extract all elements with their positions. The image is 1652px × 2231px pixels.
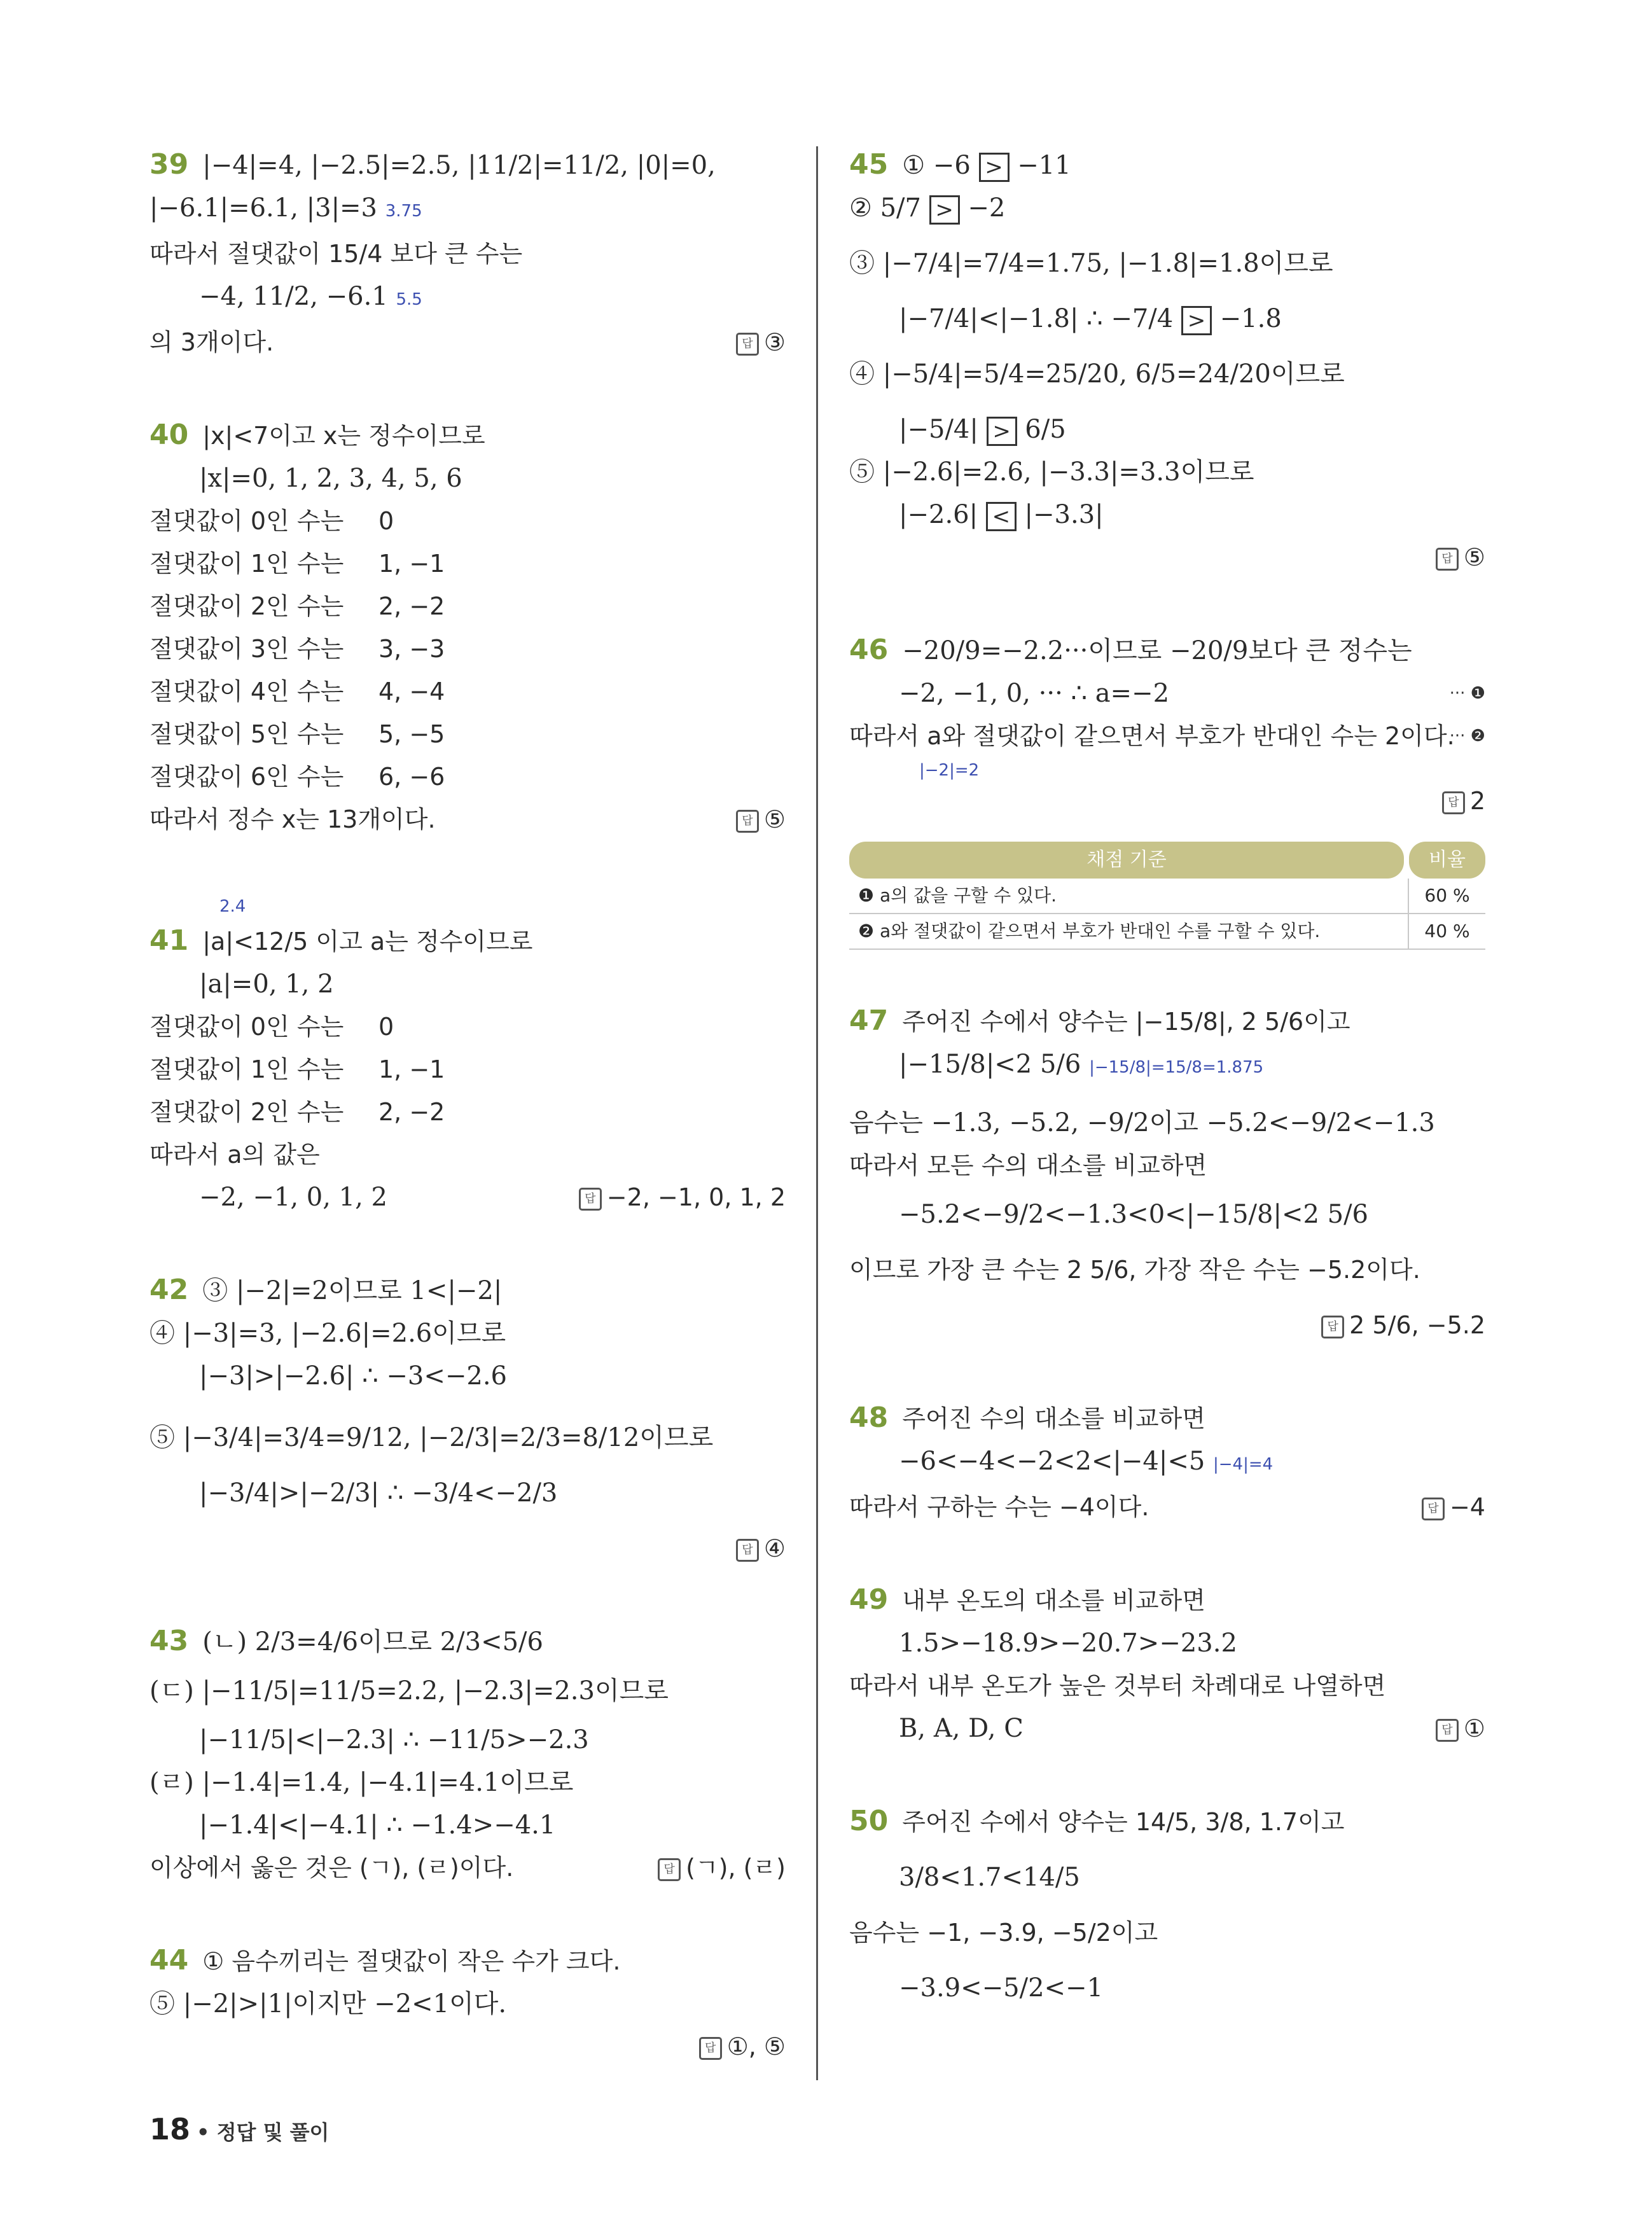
annotation-note: |−2|=2 [919,761,980,780]
problem-41: 2.4 41 |a|<12/5 이고 a는 정수이므로 |a|=0, 1, 2 절댓값이 0인 수는 0 절댓값이 1인 수는 1, −1 절댓값이 2인 수는 2, −2 따라서 a의 값은 −2, −1, 0, 1, 2 답 −2, −1, 0, 1, 2 [149,891,786,1219]
answer: 답 ④ [149,1527,786,1570]
page-footer [149,2112,329,2146]
right-column [849,143,1485,2059]
problem-39: 39 |−4|=4, |−2.5|=2.5, |11/2|=11/2, |0|=0, |−6.1|=6.1, |3|=3 3.75 따라서 절댓값이 15/4 보다 큰 수는 −4, 11/2, −6.1 5.5 의 3개이다. 답 ③ [149,143,786,364]
problem-49: 49 내부 온도의 대소를 비교하면 1.5>−18.9>−20.7>−23.2 따라서 내부 온도가 높은 것부터 차례대로 나열하면 B, A, D, C 답 ① [849,1578,1485,1750]
table-header: 비율 [1409,842,1485,879]
answer: 답 ① [1436,1707,1485,1750]
problem-number: 41 [149,924,189,957]
problem-number: 40 [149,419,189,451]
problem-45: 45 ① −6 > −11 ② 5/7 > −2 ③ |−7/4|=7/4=1.75, |−1.8|=1.8이므로 |−7/4|<|−1.8| ∴ −7/4 > −1.8 ④ |−5/4|=5/4=25/20, 6/5=24/20이므로 |−5/4| > 6/5 ⑤ |−2.6|=2.6, |−3.3|=3.3이므로 |−2.6| < |−3.3| 답 ⑤ [849,143,1485,579]
problem-48: 48 주어진 수의 대소를 비교하면 −6<−4<−2<2<|−4|<5 |−4|=4 따라서 구하는 수는 −4이다. 답 −4 [849,1396,1485,1529]
problem-42: 42 ③ |−2|=2이므로 1<|−2| ④ |−3|=3, |−2.6|=2.6이므로 |−3|>|−2.6| ∴ −3<−2.6 ⑤ |−3/4|=3/4=9/12, |−2/3|=2/3=8/12이므로 |−3/4|>|−2/3| ∴ −3/4<−2/3 답 ④ [149,1268,786,1570]
comparison-box: > [1181,306,1212,335]
answer-icon: 답 [699,2037,722,2060]
grading-table [849,842,1485,950]
answer: 답 ⑤ [849,536,1485,579]
annotation-note: |−4|=4 [1213,1455,1274,1474]
problem-number: 46 [849,634,889,666]
problem-number: 50 [849,1805,889,1837]
answer-icon: 답 [1321,1316,1344,1338]
step-marker: ❶ [858,885,875,906]
problem-46: 46 −20/9=−2.2···이므로 −20/9보다 큰 정수는 −2, −1, 0, ··· ∴ a=−2 ··· ❶ 따라서 a와 절댓값이 같으면서 부호가 반대인 수는 2이다. ··· ❷ |−2|=2 답 2 채점 기준 비율 ❶ a의 값을 구할 수 있다. 60 % ❷ a와 절댓값이 같으면서 부호가 반대인 수를 구할 수 있다. 40 % [849,629,1485,950]
problem-43: 43 (ㄴ) 2/3=4/6이므로 2/3<5/6 (ㄷ) |−11/5|=11/5=2.2, |−2.3|=2.3이므로 |−11/5|<|−2.3| ∴ −11/5>−2.3 (ㄹ) |−1.4|=1.4, |−4.1|=4.1이므로 |−1.4|<|−4.1| ∴ −1.4>−4.1 이상에서 옳은 것은 (ㄱ), (ㄹ)이다. 답 (ㄱ), (ㄹ) [149,1620,786,1889]
left-column [149,143,786,2118]
problem-number: 44 [149,1944,189,1977]
footer-label: • 정답 및 풀이 [197,2120,330,2144]
answer: 답 −2, −1, 0, 1, 2 [579,1176,786,1219]
answer: 답 2 [849,780,1485,823]
answer-icon: 답 [736,810,759,833]
table-row: ❶ a의 값을 구할 수 있다. 60 % [849,879,1485,914]
problem-47: 47 주어진 수에서 양수는 |−15/8|, 2 5/6이고 |−15/8|<2 5/6 |−15/8|=15/8=1.875 음수는 −1.3, −5.2, −9/2이고 −5.2<−9/2<−1.3 따라서 모든 수의 대소를 비교하면 −5.2<−9/2<−1.3<0<|−15/8|<2 5/6 이므로 가장 큰 수는 2 5/6, 가장 작은 수는 −5.2이다. 답 2 5/6, −5.2 [849,999,1485,1347]
answer: 답 ①, ⑤ [149,2026,786,2068]
problem-number: 43 [149,1625,189,1657]
answer-icon: 답 [579,1188,602,1211]
step-marker: ··· ❶ [1449,684,1485,703]
answer: 답 2 5/6, −5.2 [849,1304,1485,1347]
problem-number: 42 [149,1274,189,1306]
annotation-note: 3.75 [385,202,422,221]
comparison-box: < [986,502,1017,531]
problem-50: 50 주어진 수에서 양수는 14/5, 3/8, 1.7이고 3/8<1.7<14/5 음수는 −1, −3.9, −5/2이고 −3.9<−5/2<−1 [849,1805,1345,2003]
answer: 답 ③ [736,321,786,364]
answer-icon: 답 [736,333,759,356]
problem-number: 39 [149,148,189,181]
comparison-box: > [929,195,960,225]
step-marker: ··· ❷ [1449,726,1485,746]
answer: 답 ⑤ [736,798,786,841]
problem-40: 40 |x|<7이고 x는 정수이므로 |x|=0, 1, 2, 3, 4, 5, 6 절댓값이 0인 수는 0 절댓값이 1인 수는 1, −1 절댓값이 2인 수는 2, −2 절댓값이 3인 수는 3, −3 절댓값이 4인 수는 4, −4 절댓값이 5인 수는 5, −5 절댓값이 6인 수는 6, −6 따라서 정수 x는 13개이다. 답 ⑤ [149,414,786,841]
answer-icon: 답 [736,1539,759,1562]
column-divider [816,146,818,2080]
comparison-box: > [987,417,1017,446]
answer-icon: 답 [1422,1498,1445,1520]
problem-number: 48 [849,1401,889,1434]
step-marker: ❷ [858,921,875,942]
problem-44: 44 ① 음수끼리는 절댓값이 작은 수가 크다. ⑤ |−2|>|1|이지만 −2<1이다. 답 ①, ⑤ [149,1939,786,2068]
answer: 답 −4 [1422,1486,1485,1529]
problem-number: 47 [849,1004,889,1037]
answer-icon: 답 [658,1858,681,1881]
answer-icon: 답 [1442,791,1465,814]
problem-number: 49 [849,1583,889,1616]
annotation-note: 2.4 [219,897,246,916]
answer: 답 (ㄱ), (ㄹ) [658,1847,786,1889]
answer-icon: 답 [1436,1719,1459,1742]
table-row: ❷ a와 절댓값이 같으면서 부호가 반대인 수를 구할 수 있다. 40 % [849,914,1485,950]
page-number: 18 [149,2112,191,2146]
annotation-note: |−15/8|=15/8=1.875 [1089,1058,1264,1077]
problem-number: 45 [849,148,889,181]
comparison-box: > [979,153,1010,182]
answer-icon: 답 [1436,548,1459,571]
annotation-note: 5.5 [396,290,422,309]
table-header: 채점 기준 [849,842,1404,879]
